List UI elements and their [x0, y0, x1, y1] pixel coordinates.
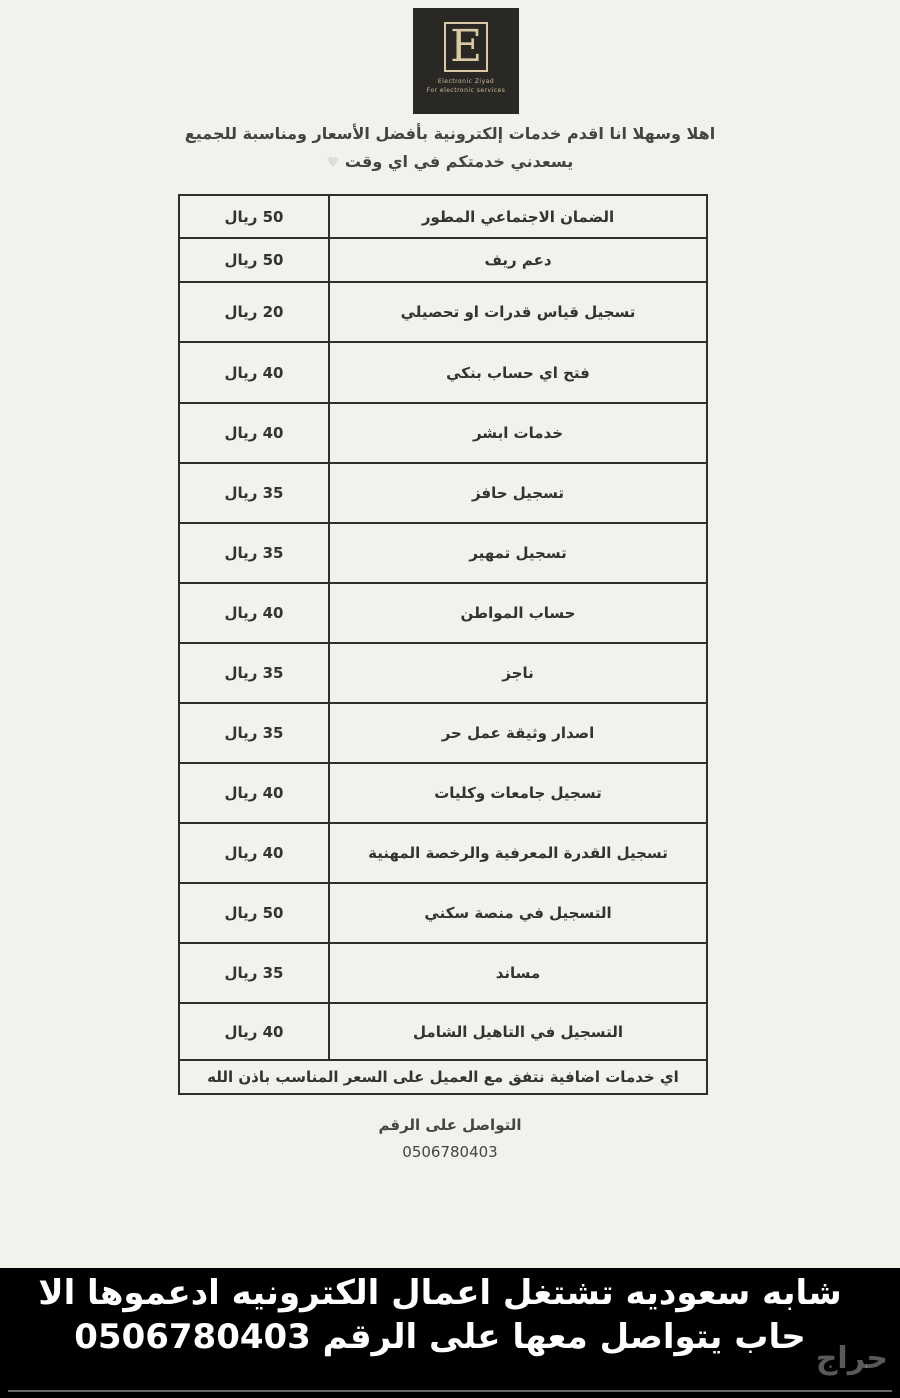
service-row — [179, 1003, 707, 1060]
service-name: فتح اي حساب بنكي — [329, 342, 707, 403]
logo — [413, 8, 519, 114]
service-name: خدمات ابشر — [329, 403, 707, 463]
service-row — [179, 643, 707, 703]
service-price: 40 ريال — [179, 342, 329, 403]
intro-line-2-text: يسعدني خدمتكم في اي وقت — [344, 152, 574, 171]
service-row — [179, 403, 707, 463]
service-row — [179, 523, 707, 583]
banner-line-2: حاب يتواصل معها على الرقم 0506780403 — [74, 1317, 806, 1357]
service-price: 50 ريال — [179, 238, 329, 282]
service-price: 35 ريال — [179, 523, 329, 583]
service-name: تسجيل القدرة المعرفية والرخصة المهنية — [329, 823, 707, 883]
service-row — [179, 763, 707, 823]
service-row — [179, 703, 707, 763]
contact-number[interactable]: 0506780403 — [402, 1143, 498, 1161]
service-name: تسجيل حافز — [329, 463, 707, 523]
service-price: 35 ريال — [179, 643, 329, 703]
logo-tagline-1: Electronic Ziyad — [437, 78, 495, 85]
service-name: تسجيل تمهير — [329, 523, 707, 583]
service-price: 20 ريال — [179, 282, 329, 342]
service-row — [179, 943, 707, 1003]
price-table — [178, 194, 708, 1095]
service-row — [179, 282, 707, 342]
service-row — [179, 238, 707, 282]
service-price: 40 ريال — [179, 823, 329, 883]
service-row — [179, 342, 707, 403]
service-row — [179, 195, 707, 238]
service-price: 40 ريال — [179, 583, 329, 643]
service-name: دعم ريف — [329, 238, 707, 282]
service-row — [179, 463, 707, 523]
note-row — [179, 1060, 707, 1094]
bottom-divider — [8, 1390, 892, 1392]
service-name: مساند — [329, 943, 707, 1003]
banner-line-1: شابه سعوديه تشتغل اعمال الكترونيه ادعموها الا — [38, 1273, 842, 1313]
service-name: التسجيل في منصة سكني — [329, 883, 707, 943]
service-price: 35 ريال — [179, 703, 329, 763]
contact-label: التواصل على الرقم — [378, 1116, 522, 1134]
service-price: 35 ريال — [179, 463, 329, 523]
haraj-watermark: حراج — [815, 1341, 888, 1376]
additional-services-note: اي خدمات اضافية نتفق مع العميل على السعر المناسب باذن الله — [179, 1060, 707, 1094]
service-name: التسجيل في التاهيل الشامل — [329, 1003, 707, 1060]
logo-tagline-2: For electronic services — [426, 87, 506, 94]
logo-letter: E — [444, 22, 488, 72]
heart-icon: ♥ — [326, 155, 340, 171]
service-price: 40 ريال — [179, 763, 329, 823]
service-row — [179, 823, 707, 883]
service-name: تسجيل قياس قدرات او تحصيلي — [329, 282, 707, 342]
intro-line-2 — [150, 152, 750, 171]
intro-line-1: اهلا وسهلا انا اقدم خدمات إلكترونية بأفضل الأسعار ومناسبة للجميع — [184, 124, 716, 143]
service-name: الضمان الاجتماعي المطور — [329, 195, 707, 238]
service-price: 35 ريال — [179, 943, 329, 1003]
service-name: حساب المواطن — [329, 583, 707, 643]
service-price: 50 ريال — [179, 195, 329, 238]
service-price: 50 ريال — [179, 883, 329, 943]
service-name: تسجيل جامعات وكليات — [329, 763, 707, 823]
service-price: 40 ريال — [179, 1003, 329, 1060]
service-name: ناجز — [329, 643, 707, 703]
caption-banner — [0, 1268, 900, 1398]
service-row — [179, 883, 707, 943]
service-price: 40 ريال — [179, 403, 329, 463]
service-row — [179, 583, 707, 643]
service-name: اصدار وثيقة عمل حر — [329, 703, 707, 763]
